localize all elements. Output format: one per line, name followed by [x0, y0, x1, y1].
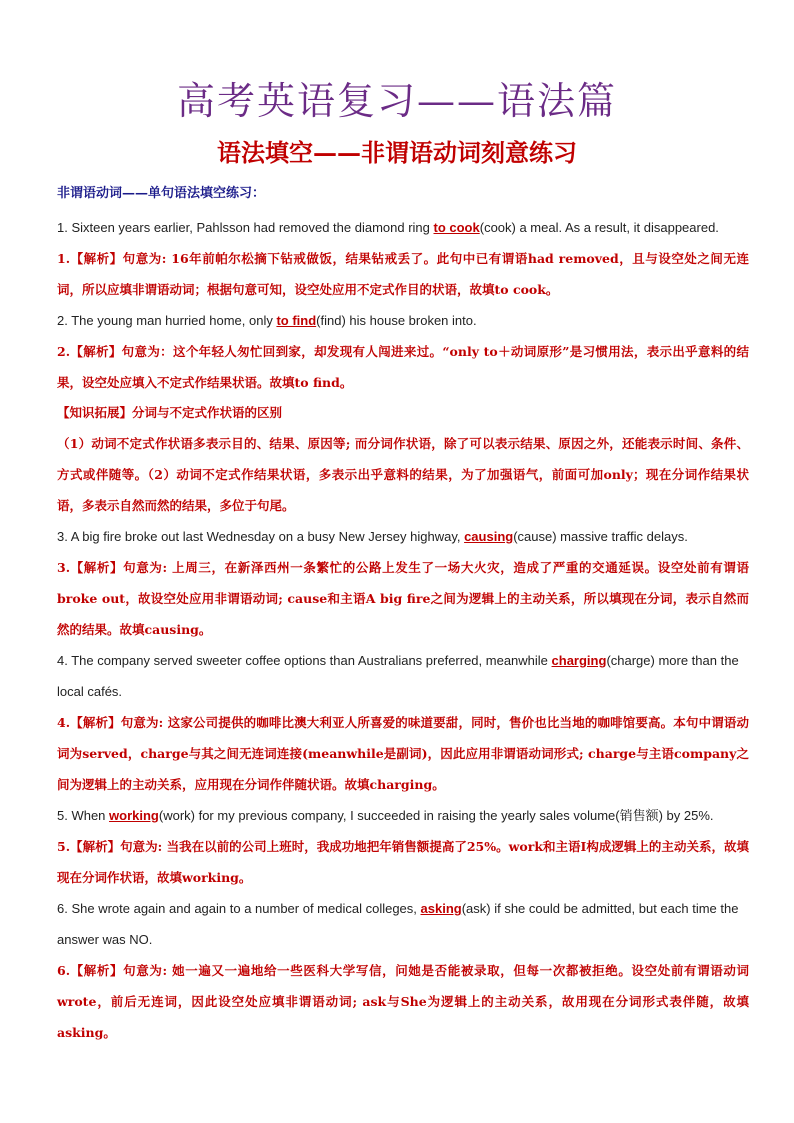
question-3-after: (cause) massive traffic delays. [513, 529, 688, 544]
explanation-5: 5.【解析】句意为: 当我在以前的公司上班时，我成功地把年销售额提高了25%。work和主语I构成逻辑上的主动关系，故填现在分词作状语，故填working。 [57, 839, 749, 885]
answer-4: charging [551, 653, 607, 668]
question-6-after: (ask) if she could be admitted, but each time the answer was NO. [57, 901, 739, 947]
question-5-after: (work) for my previous company, I succeeded in raising the yearly sales volume(销售额) by 25%. [158, 808, 714, 823]
answer-2: to find [276, 313, 317, 328]
explanation-1: 1.【解析】句意为: 16年前帕尔松摘下钻戒做饭，结果钻戒丢了。此句中已有谓语had removed，且与设空处之间无连词，所以应填非谓语动词；根据句意可知，设空处应用不定式作目的状语，故填to cook。 [57, 251, 749, 297]
knowledge-body: （1）动词不定式作状语多表示目的、结果、原因等; 而分词作状语，除了可以表示结果、原因之外，还能表示时间、条件、方式或伴随等。（2）动词不定式作结果状语，多表示出乎意料的结果，为了加强语气，前面可加only；现在分词作结果状语，多表示自然而然的结果，多位于句尾。 [57, 436, 749, 513]
page-subtitle: 语法填空——非谓语动词刻意练习 [217, 138, 577, 167]
explanation-2: 2.【解析】句意为：这个年轻人匆忙回到家，却发现有人闯进来过。“only to＋动词原形”是习惯用法，表示出乎意料的结果，设空处应填入不定式作结果状语。故填to find。 [57, 344, 749, 390]
question-1 [57, 212, 749, 243]
answer-3: causing [464, 529, 514, 544]
explanation-6: 6.【解析】句意为: 她一遍又一遍地给一些医科大学写信，问她是否能被录取，但每一次都被拒绝。设空处前有谓语动词wrote，前后无连词，因此设空处应填非谓语动词; ask与She为逻辑上的主动关系，故用现在分词形式表伴随，故填asking。 [57, 963, 749, 1040]
answer-5: working [109, 808, 159, 823]
section-heading: 非谓语动词——单句语法填空练习： [57, 186, 266, 201]
question-2-before: 2. The young man hurried home, only [57, 313, 277, 328]
question-4-before: 4. The company served sweeter coffee options than Australians preferred, meanwhile [57, 653, 552, 668]
question-5 [57, 800, 749, 831]
question-3-before: 3. A big fire broke out last Wednesday on a busy New Jersey highway, [57, 529, 465, 544]
question-3 [57, 521, 749, 552]
explanation-3: 3.【解析】句意为: 上周三，在新泽西州一条繁忙的公路上发生了一场大火灾，造成了严重的交通延误。设空处前有谓语broke out，故设空处应用非谓语动词; cause和主语A big fire之间为逻辑上的主动关系，所以填现在分词，表示自然而然的结果。故填causing。 [57, 560, 749, 637]
question-5-before: 5. When [57, 808, 110, 823]
exercise-content [57, 180, 749, 1048]
answer-1: to cook [433, 220, 480, 235]
question-2-after: (find) his house broken into. [316, 313, 477, 328]
question-1-after: (cook) a meal. As a result, it disappeared. [479, 220, 719, 235]
page-title: 高考英语复习——语法篇 [176, 79, 617, 123]
question-6-before: 6. She wrote again and again to a number of medical colleges, [57, 901, 421, 916]
question-4-after: (charge) more than the local cafés. [57, 653, 739, 699]
question-4 [57, 645, 749, 707]
explanation-4: 4.【解析】句意为: 这家公司提供的咖啡比澳大利亚人所喜爱的味道要甜，同时，售价也比当地的咖啡馆要高。本句中谓语动词为served，charge与其之间无连词连接(meanwhile是副词)，因此应用非谓语动词形式; charge与主语company之间为逻辑上的主动关系，应用现在分词作伴随状语。故填charging。 [57, 715, 749, 792]
question-6 [57, 893, 749, 955]
question-1-before: 1. Sixteen years earlier, Pahlsson had removed the diamond ring [57, 220, 434, 235]
knowledge-title: 【知识拓展】分词与不定式作状语的区别 [57, 405, 283, 420]
answer-6: asking [420, 901, 462, 916]
question-2 [57, 305, 749, 336]
